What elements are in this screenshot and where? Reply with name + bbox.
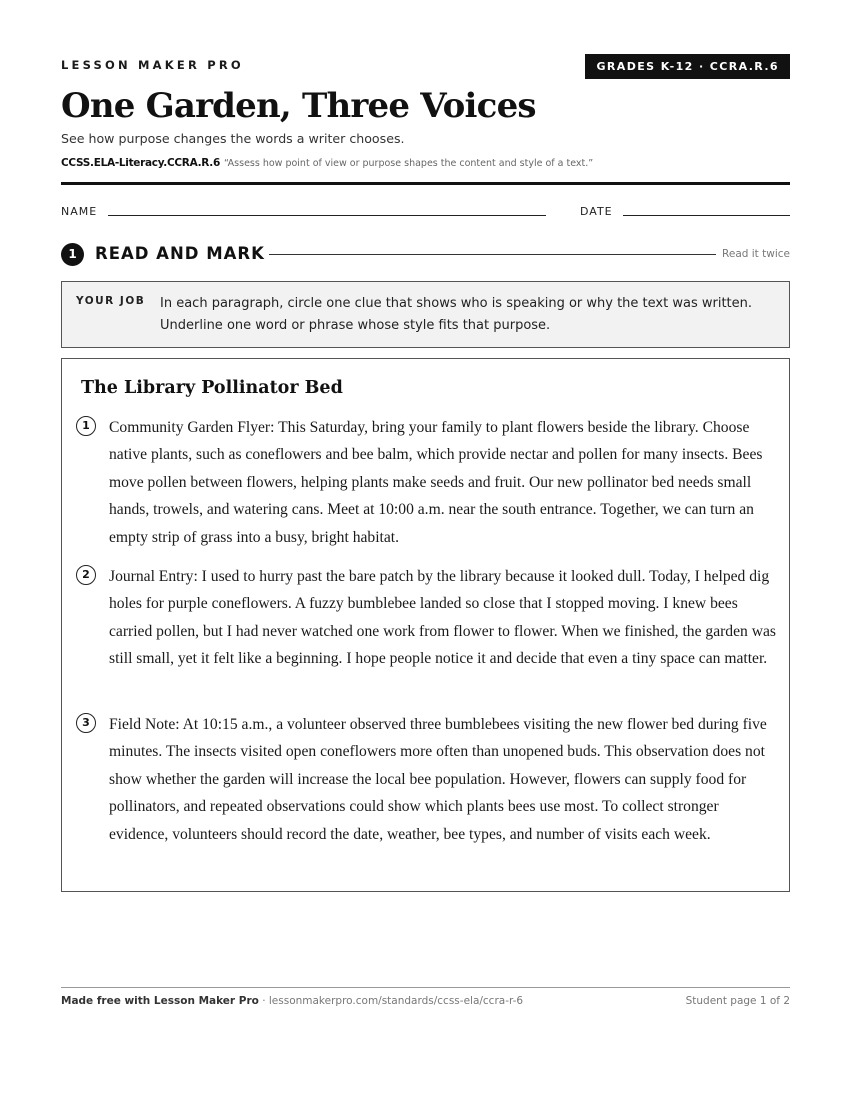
standard-line <box>61 157 593 169</box>
footer-made-with: Made free with Lesson Maker Pro <box>61 995 259 1007</box>
footer-url: · lessonmakerpro.com/standards/ccss-ela/ccra-r-6 <box>258 995 524 1007</box>
section-title: READ AND MARK <box>95 244 265 263</box>
paragraph-text: Field Note: At 10:15 a.m., a volunteer observed three bumblebees visiting the new flower bed during five minutes. The insects visited open coneflowers more often than unopened buds. This observation does not show whether the garden will increase the local bee population. However, flowers can supply food for pollinators, and repeated observations could show which plants bees use most. To collect stronger evidence, volunteers should record the date, weather, bee types, and number of visits each week. <box>109 716 767 843</box>
paragraph-number: 3 <box>76 713 96 733</box>
instructions-text: In each paragraph, circle one clue that shows who is speaking or why the text was written. Underline one word or phrase whose style fits that purpose. <box>160 296 753 333</box>
footer-divider <box>61 987 790 988</box>
instructions-label: YOUR JOB <box>76 295 146 307</box>
section-number-badge: 1 <box>61 243 84 266</box>
footer-credit <box>61 995 523 1007</box>
date-label: DATE <box>580 205 613 218</box>
name-field[interactable] <box>108 215 546 216</box>
paragraph-number: 2 <box>76 565 96 585</box>
name-label: NAME <box>61 205 98 218</box>
grade-badge: GRADES K-12 · CCRA.R.6 <box>585 54 790 79</box>
brand-name: LESSON MAKER PRO <box>61 58 244 72</box>
date-field[interactable] <box>623 215 790 216</box>
section-note: Read it twice <box>722 248 790 260</box>
standard-quote: “Assess how point of view or purpose shapes the content and style of a text.” <box>223 158 594 169</box>
standard-code: CCSS.ELA-Literacy.CCRA.R.6 <box>61 157 220 169</box>
reading-passage <box>61 358 790 892</box>
paragraph-number: 1 <box>76 416 96 436</box>
header-divider <box>61 182 790 185</box>
worksheet-page <box>61 0 790 1100</box>
instructions-box <box>61 281 790 348</box>
page-counter: Student page 1 of 2 <box>685 995 790 1007</box>
paragraph-text: Journal Entry: I used to hurry past the bare patch by the library because it looked dull. Today, I helped dig holes for purple coneflowers. A fuzzy bumblebee landed so close that I stopped moving. I knew bees carried pollen, but I had never watched one work from flower to flower. When we finished, the garden was still small, yet it felt like a beginning. I hope people notice it and decide that even a tiny space can matter. <box>109 568 776 668</box>
paragraph-text: Community Garden Flyer: This Saturday, bring your family to plant flowers beside the library. Choose native plants, such as coneflowers and bee balm, which provide nectar and pollen for many insects. Bees move pollen between flowers, helping plants make seeds and fruit. Our new pollinator bed needs small hands, trowels, and watering cans. Meet at 10:00 a.m. near the south entrance. Together, we can turn an empty strip of grass into a busy, bright habitat. <box>109 419 763 546</box>
page-title: One Garden, Three Voices <box>61 86 536 126</box>
section-rule <box>269 254 716 255</box>
page-subtitle: See how purpose changes the words a writer chooses. <box>61 131 405 146</box>
passage-title: The Library Pollinator Bed <box>81 378 343 398</box>
